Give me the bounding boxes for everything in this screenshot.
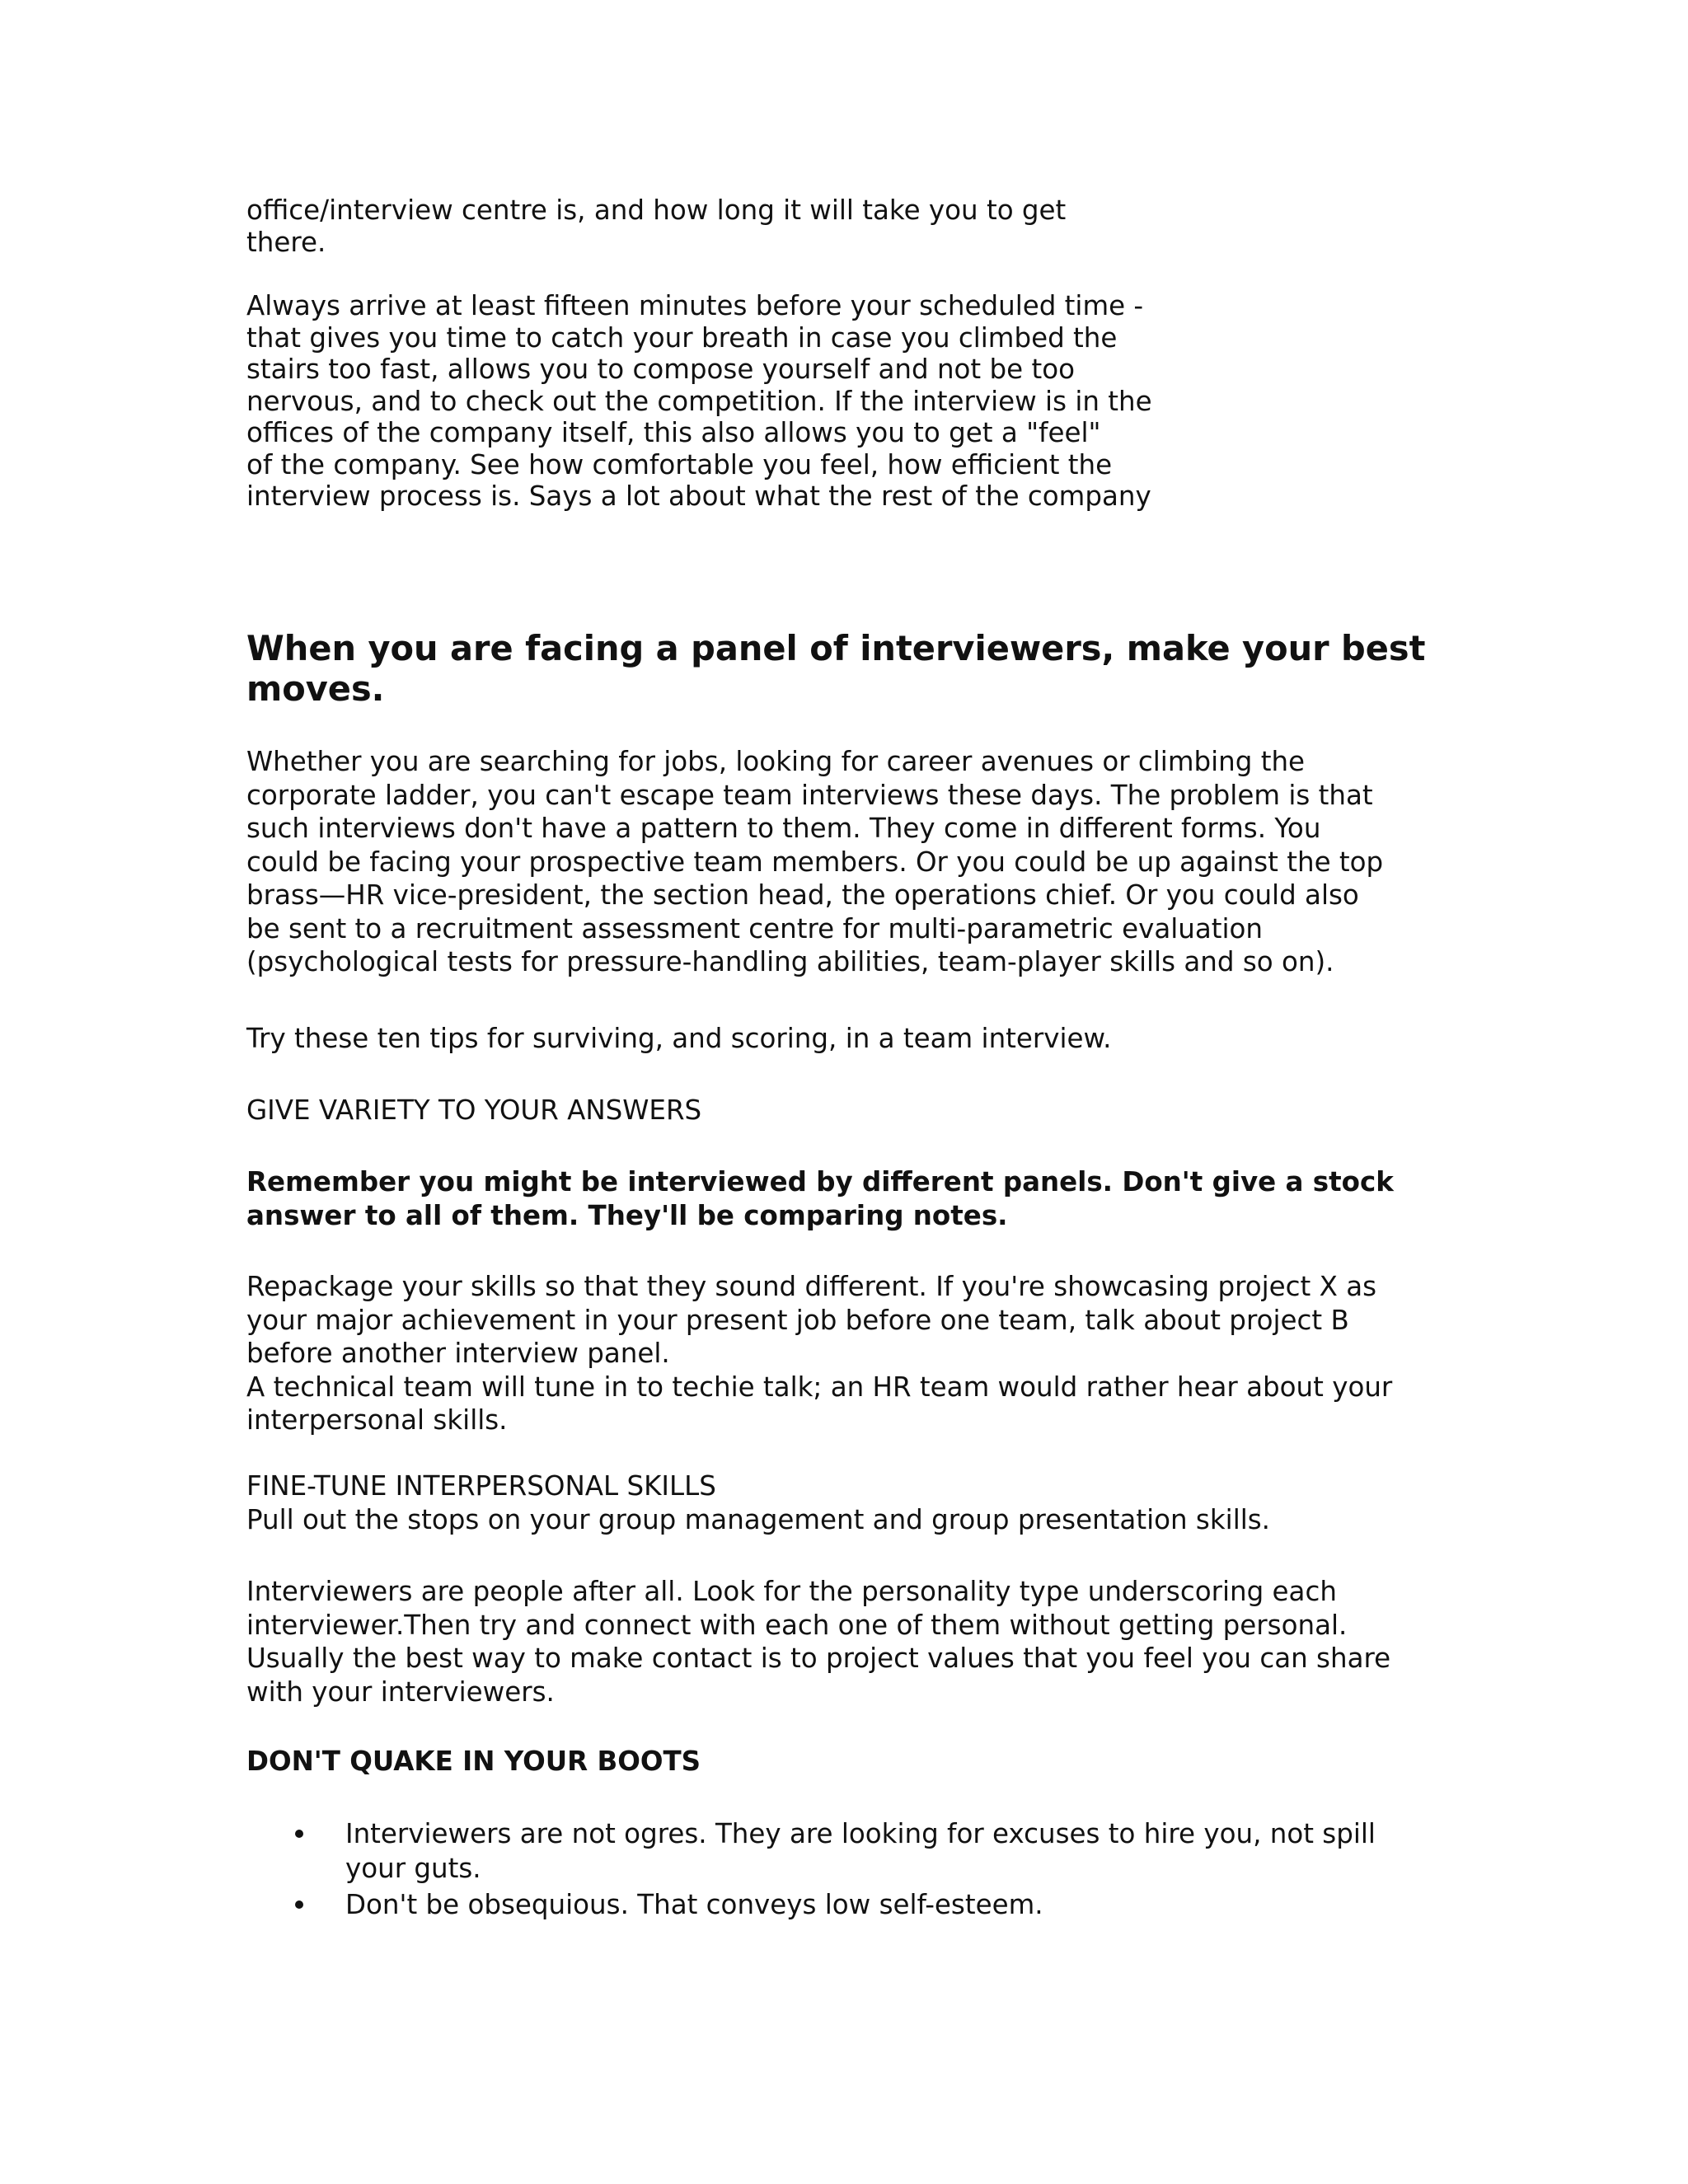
text-line: office/interview centre is, and how long it will take you to get (246, 194, 1067, 226)
text-line: Don't be obsequious. That conveys low self-esteem. (345, 1889, 1043, 1920)
text-line: your major achievement in your present job before one team, talk about project B (246, 1304, 1349, 1336)
text-line: GIVE VARIETY TO YOUR ANSWERS (246, 1094, 702, 1126)
bullet-item (246, 1887, 1450, 1922)
bullet-item (246, 1816, 1450, 1886)
text-line: A technical team will tune in to techie talk; an HR team would rather hear about your (246, 1371, 1393, 1403)
text-line: Try these ten tips for surviving, and scoring, in a team interview. (246, 1023, 1112, 1054)
text-line: such interviews don't have a pattern to them. They come in different forms. You (246, 813, 1321, 844)
heading-line: When you are facing a panel of interviewers, make your best (246, 628, 1426, 668)
text-line: interviewer.Then try and connect with each one of them without getting personal. (246, 1609, 1348, 1641)
text-line: interview process is. Says a lot about what the rest of the company (246, 480, 1151, 512)
article-paragraph-2 (246, 1022, 1450, 1056)
text-line: interpersonal skills. (246, 1404, 508, 1436)
bullet-icon (295, 1900, 303, 1909)
text-line: your guts. (345, 1853, 481, 1884)
text-line: Usually the best way to make contact is to project values that you feel you can share (246, 1643, 1391, 1674)
text-line: be sent to a recruitment assessment centre for multi-parametric evaluation (246, 912, 1264, 944)
text-line: corporate ladder, you can't escape team interviews these days. The problem is that (246, 779, 1373, 811)
text-line: answer to all of them. They'll be comparing notes. (246, 1199, 1008, 1231)
article-paragraph-1 (246, 745, 1450, 979)
heading-line: moves. (246, 668, 385, 709)
section-heading-boots (246, 1745, 1450, 1779)
text-line: FINE-TUNE INTERPERSONAL SKILLS (246, 1470, 716, 1502)
text-line: of the company. See how comfortable you feel, how efficient the (246, 448, 1113, 480)
text-line: that gives you time to catch your breath in case you climbed the (246, 321, 1118, 354)
article-heading (246, 628, 1450, 709)
section-heading-variety (246, 1094, 1450, 1127)
text-line: Repackage your skills so that they sound different. If you're showcasing project X as (246, 1271, 1377, 1302)
text-line: Interviewers are people after all. Look for the personality type underscoring each (246, 1576, 1337, 1607)
intro-paragraph-1 (246, 194, 1194, 258)
text-line: stairs too fast, allows you to compose yourself and not be too (246, 354, 1075, 385)
section-body-variety (246, 1270, 1450, 1437)
text-line: with your interviewers. (246, 1675, 555, 1708)
text-line: Interviewers are not ogres. They are looking for excuses to hire you, not spill (345, 1818, 1376, 1849)
text-line: offices of the company itself, this also allows you to get a "feel" (246, 417, 1101, 448)
section-body-interpersonal (246, 1575, 1450, 1708)
section-lead-variety (246, 1165, 1450, 1232)
text-line: there. (246, 226, 326, 258)
text-line: Pull out the stops on your group management and group presentation skills. (246, 1503, 1271, 1535)
text-line: Whether you are searching for jobs, looking for career avenues or climbing the (246, 746, 1306, 777)
text-line: before another interview panel. (246, 1338, 670, 1369)
bullet-icon (295, 1830, 303, 1838)
text-line: nervous, and to check out the competition. If the interview is in the (246, 385, 1152, 417)
text-line: Always arrive at least fifteen minutes before your scheduled time - (246, 290, 1144, 321)
text-line: Remember you might be interviewed by different panels. Don't give a stock (246, 1166, 1394, 1197)
text-line: brass—HR vice-president, the section head, the operations chief. Or you could also (246, 879, 1359, 911)
tips-bullet-list (246, 1816, 1450, 1922)
intro-paragraph-2 (246, 290, 1194, 513)
text-line: (psychological tests for pressure-handling abilities, team-player skills and so on). (246, 946, 1334, 977)
section-heading-interpersonal (246, 1469, 1450, 1536)
text-line: could be facing your prospective team members. Or you could be up against the top (246, 846, 1384, 878)
text-line: DON'T QUAKE IN YOUR BOOTS (246, 1746, 701, 1777)
